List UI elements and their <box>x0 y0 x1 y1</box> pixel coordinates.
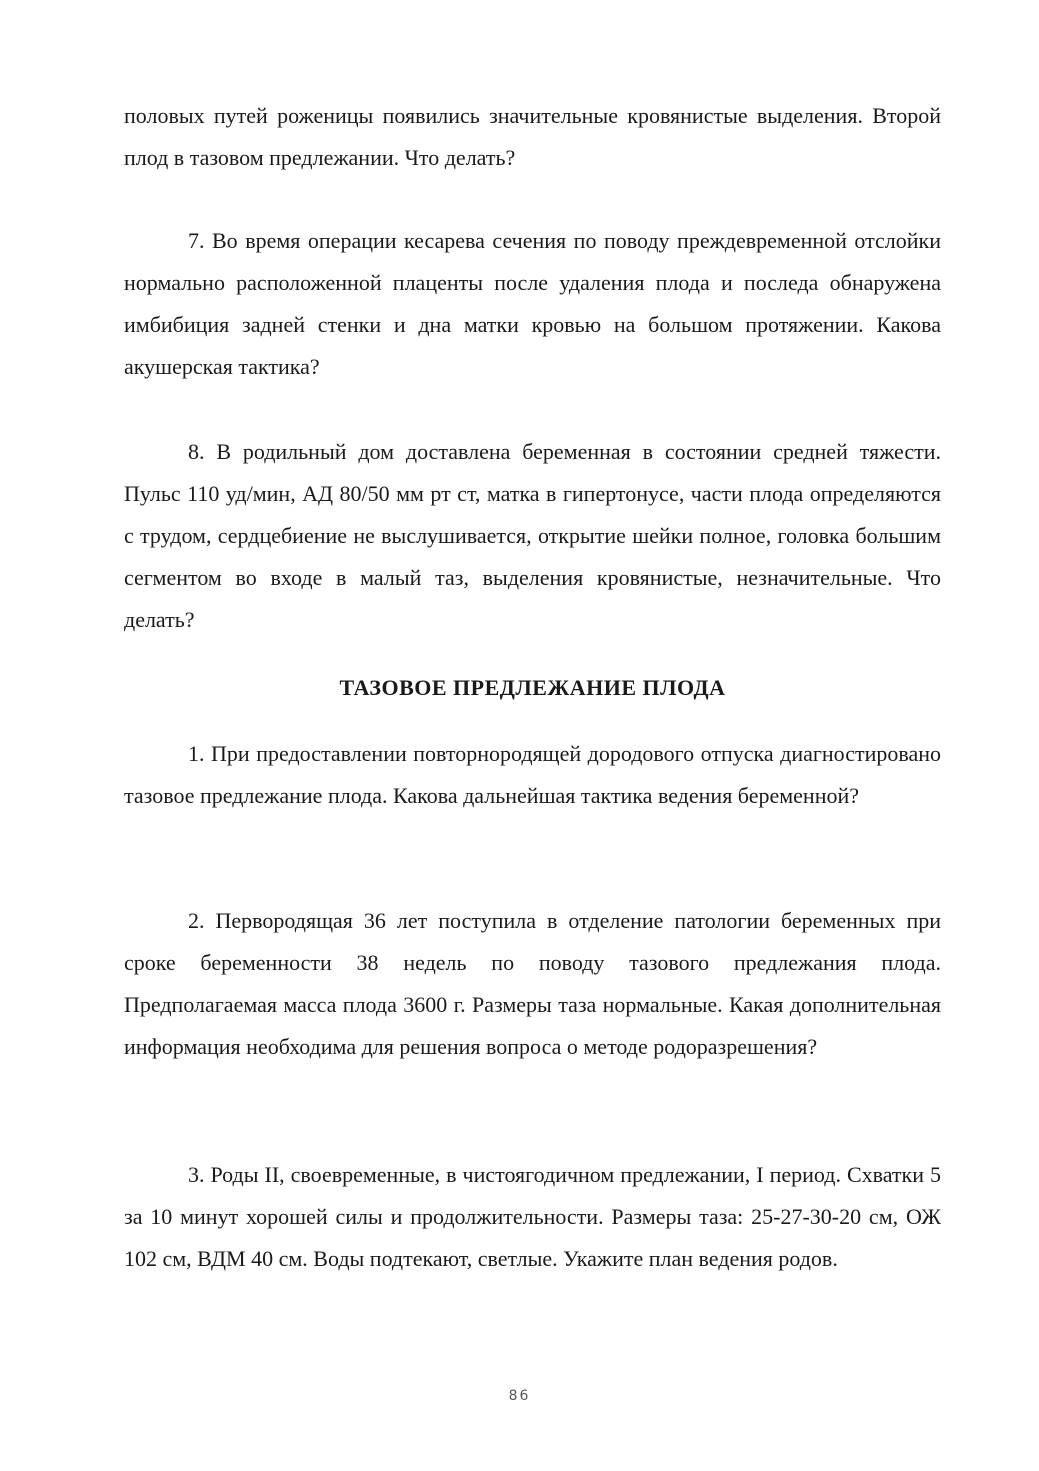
paragraph-question-8: 8. В родильный дом доставлена беременная в состоянии средней тяжести. Пульс 110 уд/мин, АД 80/50 мм рт ст, матка в гипертонусе, части плода определяются с трудом, сердцебиение не выслушивается, открытие шейки полное, головка большим сегментом во входе в малый таз, выделения кровянистые, незначительные. Что делать? <box>124 439 941 632</box>
page-number: 86 <box>508 1388 531 1404</box>
paragraph-question-7: 7. Во время операции кесарева сечения по поводу преждевременной отслойки нормально расположенной плаценты после удаления плода и последа обнаружена имбибиция задней стенки и дна матки кровью на большом протяжении. Какова акушерская тактика? <box>124 228 941 379</box>
section-heading: ТАЗОВОЕ ПРЕДЛЕЖАНИЕ ПЛОДА <box>339 675 726 700</box>
paragraph-breech-question-1: 1. При предоставлении повторнородящей дородового отпуска диагностировано тазовое предлежание плода. Какова дальнейшая тактика ведения беременной? <box>124 741 941 808</box>
paragraph-breech-question-2: 2. Первородящая 36 лет поступила в отделение патологии беременных при сроке беременности 38 недель по поводу тазового предлежания плода. Предполагаемая масса плода 3600 г. Размеры таза нормальные. Какая дополнительная информация необходима для решения вопроса о методе родоразрешения? <box>124 908 941 1059</box>
paragraph-continuation: половых путей роженицы появились значительные кровянистые выделения. Второй плод в тазовом предлежании. Что делать? <box>124 103 941 170</box>
paragraph-breech-question-3: 3. Роды II, своевременные, в чистоягодичном предлежании, I период. Схватки 5 за 10 минут хорошей силы и продолжительности. Размеры таза: 25-27-30-20 см, ОЖ 102 см, ВДМ 40 см. Воды подтекают, светлые. Укажите план ведения родов. <box>124 1162 941 1271</box>
